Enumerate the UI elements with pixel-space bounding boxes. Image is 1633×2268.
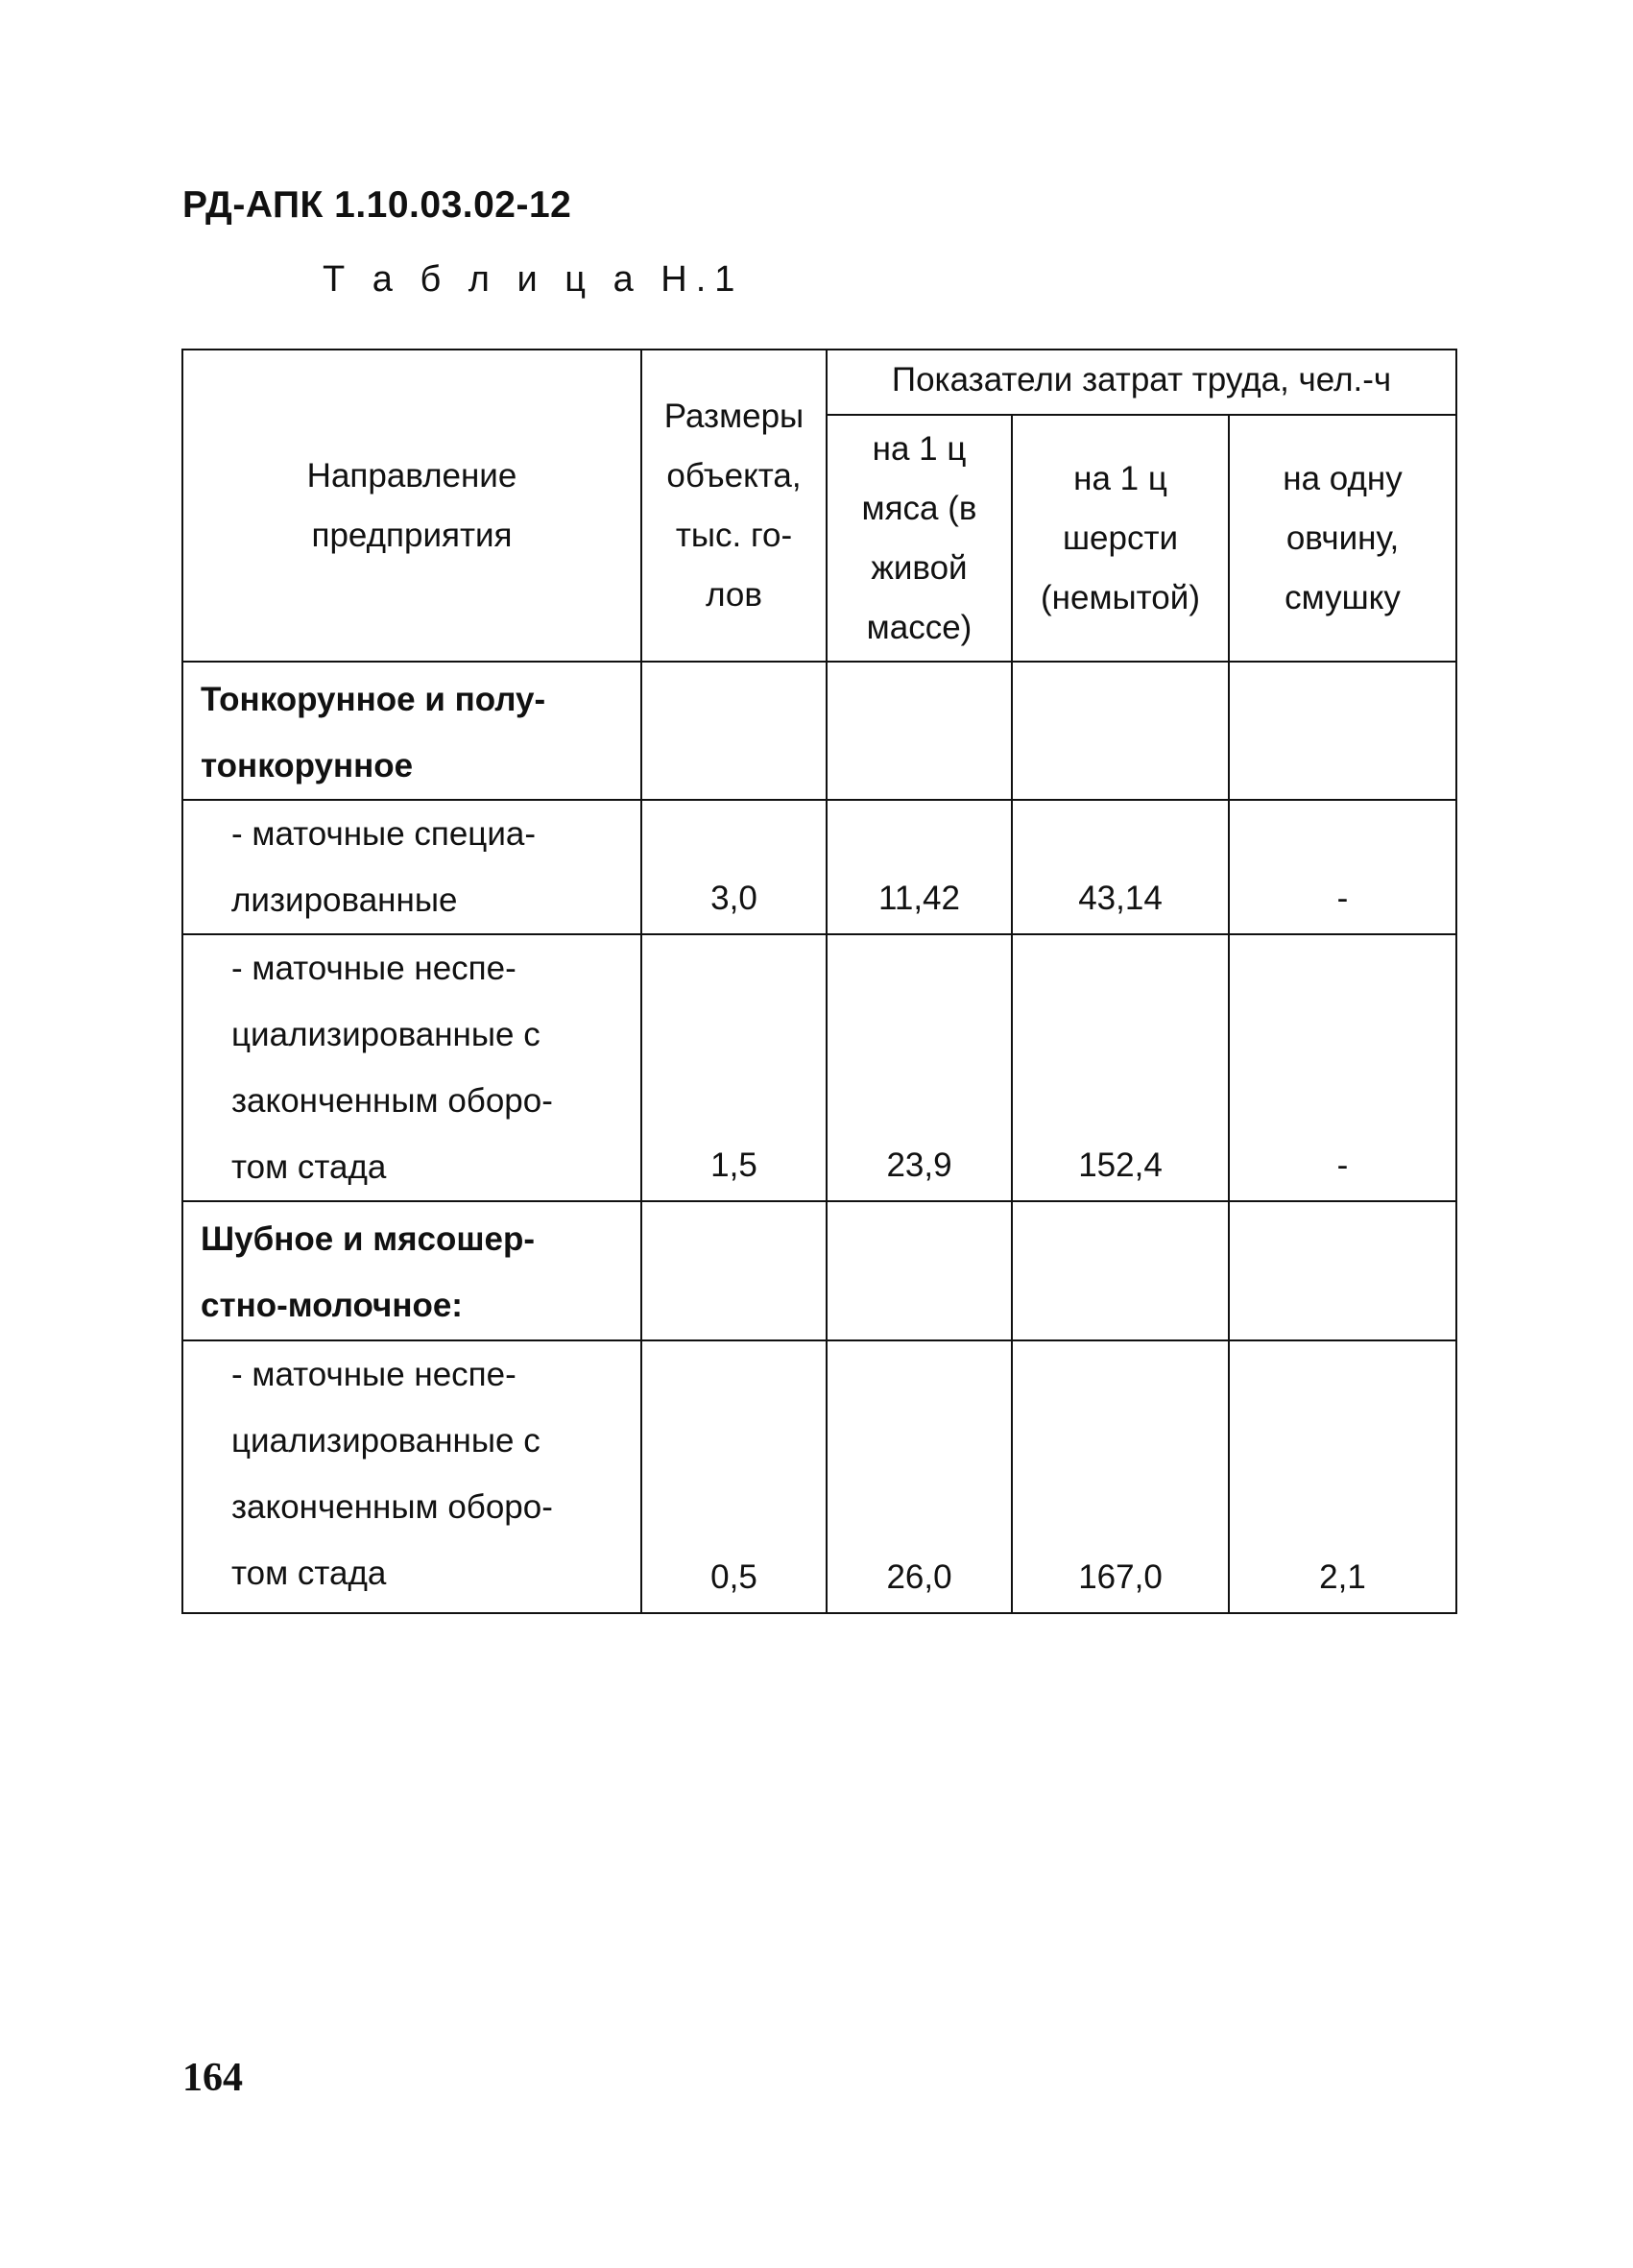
row-direction: Тонкорунное и полу- тонкорунное [182, 662, 641, 800]
page-number: 164 [182, 2056, 243, 2100]
row-direction: - маточные специа- лизированные [182, 800, 641, 934]
labor-cost-table [181, 349, 1457, 1614]
row-size [641, 662, 827, 800]
row-sheepskin: 2,1 [1229, 1340, 1456, 1613]
row-wool [1012, 662, 1229, 800]
row-wool: 152,4 [1012, 934, 1229, 1201]
table-row [182, 662, 1456, 800]
row-sheepskin: - [1229, 800, 1456, 934]
row-meat: 26,0 [827, 1340, 1012, 1613]
row-meat: 11,42 [827, 800, 1012, 934]
row-meat: 23,9 [827, 934, 1012, 1201]
table-row [182, 800, 1456, 934]
table-caption: Т а б л и ц а Н.1 [323, 259, 744, 300]
header-meat: на 1 ц мяса (в живой массе) [827, 415, 1012, 662]
header-sheepskin: на одну овчину, смушку [1229, 415, 1456, 662]
row-meat [827, 1201, 1012, 1340]
row-size: 1,5 [641, 934, 827, 1201]
row-wool: 167,0 [1012, 1340, 1229, 1613]
row-direction: - маточные неспе- циализированные с законченным оборо- том стада [182, 1340, 641, 1613]
row-direction: Шубное и мясошер- стно-молочное: [182, 1201, 641, 1340]
table-row [182, 1340, 1456, 1613]
header-labor-group: Показатели затрат труда, чел.-ч [827, 350, 1456, 415]
row-size: 3,0 [641, 800, 827, 934]
document-code: РД-АПК 1.10.03.02-12 [182, 184, 572, 226]
table-row [182, 934, 1456, 1201]
table-row [182, 1201, 1456, 1340]
row-sheepskin: - [1229, 934, 1456, 1201]
row-size: 0,5 [641, 1340, 827, 1613]
row-wool: 43,14 [1012, 800, 1229, 934]
header-wool: на 1 ц шерсти (немытой) [1012, 415, 1229, 662]
header-size: Размеры объекта, тыс. го- лов [641, 350, 827, 662]
row-direction: - маточные неспе- циализированные с законченным оборо- том стада [182, 934, 641, 1201]
row-sheepskin [1229, 662, 1456, 800]
row-meat [827, 662, 1012, 800]
row-size [641, 1201, 827, 1340]
header-direction: Направление предприятия [182, 350, 641, 662]
row-wool [1012, 1201, 1229, 1340]
row-sheepskin [1229, 1201, 1456, 1340]
